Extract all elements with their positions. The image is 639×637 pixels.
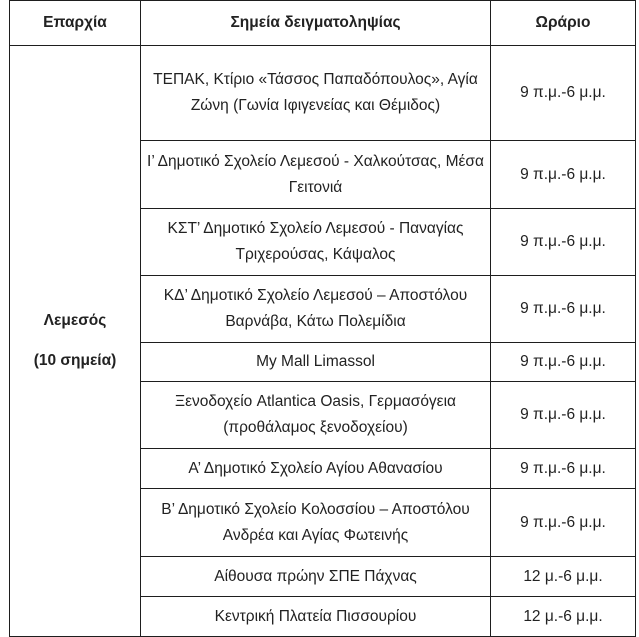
header-sampling-points: Σημεία δειγματοληψίας [141,1,491,46]
district-name: Λεμεσός [43,312,107,329]
sampling-points-table [9,0,636,637]
location-cell: Αίθουσα πρώην ΣΠΕ Πάχνας [141,557,491,597]
location-cell: Α’ Δημοτικό Σχολείο Αγίου Αθανασίου [141,449,491,489]
location-cell: Ι’ Δημοτικό Σχολείο Λεμεσού - Χαλκούτσας, Μέσα Γειτονιά [141,141,491,209]
district-count: (10 σημεία) [33,352,117,369]
hours-cell: 9 π.μ.-6 μ.μ. [491,46,636,141]
hours-cell: 9 π.μ.-6 μ.μ. [491,276,636,343]
table-header-row [10,1,636,46]
header-hours: Ωράριο [491,1,636,46]
location-cell: Κεντρική Πλατεία Πισσουρίου [141,597,491,637]
header-district: Επαρχία [10,1,141,46]
hours-cell: 9 π.μ.-6 μ.μ. [491,449,636,489]
location-cell: Β’ Δημοτικό Σχολείο Κολοσσίου – Αποστόλου Ανδρέα και Αγίας Φωτεινής [141,489,491,557]
location-cell: Ξενοδοχείο Atlantica Oasis, Γερμασόγεια (προθάλαμος ξενοδοχείου) [141,382,491,449]
location-cell: My Mall Limassol [141,343,491,382]
hours-cell: 9 π.μ.-6 μ.μ. [491,209,636,276]
location-cell: ΚΔ’ Δημοτικό Σχολείο Λεμεσού – Αποστόλου Βαρνάβα, Κάτω Πολεμίδια [141,276,491,343]
district-cell [10,46,141,637]
location-cell: ΚΣΤ’ Δημοτικό Σχολείο Λεμεσού - Παναγίας Τριχερούσας, Κάψαλος [141,209,491,276]
hours-cell: 9 π.μ.-6 μ.μ. [491,489,636,557]
hours-cell: 9 π.μ.-6 μ.μ. [491,141,636,209]
location-cell: ΤΕΠΑΚ, Κτίριο «Τάσσος Παπαδόπουλος», Αγία Ζώνη (Γωνία Ιφιγενείας και Θέμιδος) [141,46,491,141]
hours-cell: 12 μ.-6 μ.μ. [491,597,636,637]
table-row [10,46,636,141]
hours-cell: 12 μ.-6 μ.μ. [491,557,636,597]
hours-cell: 9 π.μ.-6 μ.μ. [491,343,636,382]
hours-cell: 9 π.μ.-6 μ.μ. [491,382,636,449]
